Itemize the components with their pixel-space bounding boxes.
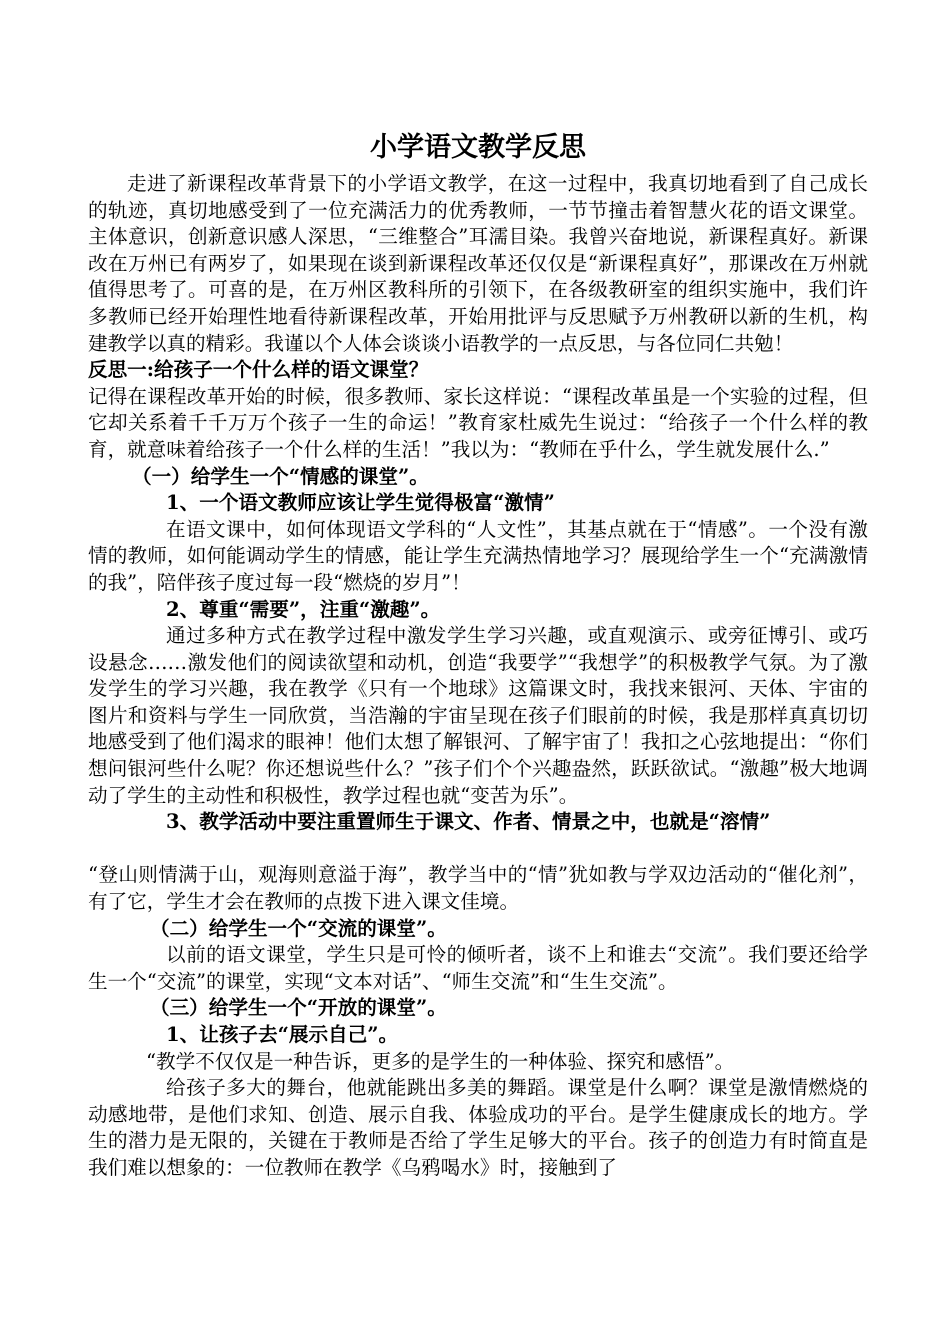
section1-item3-heading: 3、教学活动中要注重置师生于课文、作者、情景之中，也就是“溶情”: [166, 810, 771, 834]
section1-item1-heading: 1、一个语文教师应该让学生觉得极富“激情”: [166, 491, 555, 515]
section2-heading: （二）给学生一个“交流的课堂”。: [150, 916, 447, 940]
document-page: [88, 128, 868, 1182]
intro-paragraph: 走进了新课程改革背景下的小学语文教学，在这一过程中，我真切地看到了自己成长的轨迹，真切地感受到了一位充满活力的优秀教师，一节节撞击着智慧火花的语文课堂。主体意识，创新意识感人深思，“三维整合”耳濡目染。我曾兴奋地说，新课程真好。新课改在万州已有两岁了，如果现在谈到新课程改革还仅仅是“新课程真好”，那课改在万州就值得思考了。可喜的是，在万州区教科所的引领下，在各级教研室的组织实施中，我们许多教师已经开始理性地看待新课程改革，开始用批评与反思赋予万州教研以新的生机，构建教学以真的精彩。我谨以个人体会谈谈小语教学的一点反思，与各位同仁共勉！: [88, 172, 868, 355]
section2-paragraph: 以前的语文课堂，学生只是可怜的倾听者，谈不上和谁去“交流”。我们要还给学生一个“交流”的课堂，实现“文本对话”、“师生交流”和“生生交流”。: [88, 943, 868, 993]
section1-heading: （一）给学生一个“情感的课堂”。: [132, 464, 429, 488]
document-title: 小学语文教学反思: [370, 132, 586, 163]
section1-item3-paragraph: “登山则情满于山，观海则意溢于海”，教学当中的“情”犹如教与学双边活动的“催化剂”，有了它，学生才会在教师的点拨下进入课文佳境。: [88, 863, 868, 914]
section3-quote: “教学不仅仅是一种告诉，更多的是学生的一种体验、探究和感悟”。: [146, 1049, 735, 1073]
section1-item1-paragraph: 在语文课中，如何体现语文学科的“人文性”，其基点就在于“情感”。一个没有激情的教师，如何能调动学生的情感，能让学生充满热情地学习？展现给学生一个“充满激情的我”，陪伴孩子度过每一段“燃烧的岁月”！: [88, 517, 868, 594]
reflection1-heading: 反思一:给孩子一个什么样的语文课堂？: [88, 358, 429, 382]
section3-item1-heading: 1、让孩子去“展示自己”。: [166, 1023, 399, 1046]
section3-paragraph: 给孩子多大的舞台，他就能跳出多美的舞蹈。课堂是什么啊？课堂是激情燃烧的动感地带，是他们求知、创造、展示自我、体验成功的平台。是学生健康成长的地方。学生的潜力是无限的，关键在于教师是否给了学生足够大的平台。孩子的创造力有时简直是我们难以想象的：一位教师在教学《乌鸦喝水》时，接触到了: [88, 1076, 868, 1179]
section1-item2-paragraph: 通过多种方式在教学过程中激发学生学习兴趣，或直观演示、或旁征博引、或巧设悬念……激发他们的阅读欲望和动机，创造“我要学”“我想学”的积极教学气氛。为了激发学生的学习兴趣，我在教学《只有一个地球》这篇课文时，我找来银河、天体、宇宙的图片和资料与学生一同欣赏，当浩瀚的宇宙呈现在孩子们眼前的时候，我是那样真真切切地感受到了他们渴求的眼神！他们太想了解银河、了解宇宙了！我扣之心弦地提出：“你们想问银河些什么呢？你还想说些什么？”孩子们个个兴趣盎然，跃跃欲试。“激趣”极大地调动了学生的主动性和积极性，教学过程也就“变苦为乐”。: [88, 624, 868, 807]
reflection1-paragraph: 记得在课程改革开始的时候，很多教师、家长这样说：“课程改革虽是一个实验的过程，但它却关系着千千万万个孩子一生的命运！”教育家杜威先生说过：“给孩子一个什么样的教育，就意味着给孩子一个什么样的生活！”我以为：“教师在乎什么，学生就发展什么.”: [88, 384, 868, 461]
blank-line: [88, 836, 868, 863]
section3-heading: （三）给学生一个“开放的课堂”。: [150, 996, 447, 1020]
section1-item2-heading: 2、尊重“需要”，注重“激趣”。: [166, 597, 441, 621]
